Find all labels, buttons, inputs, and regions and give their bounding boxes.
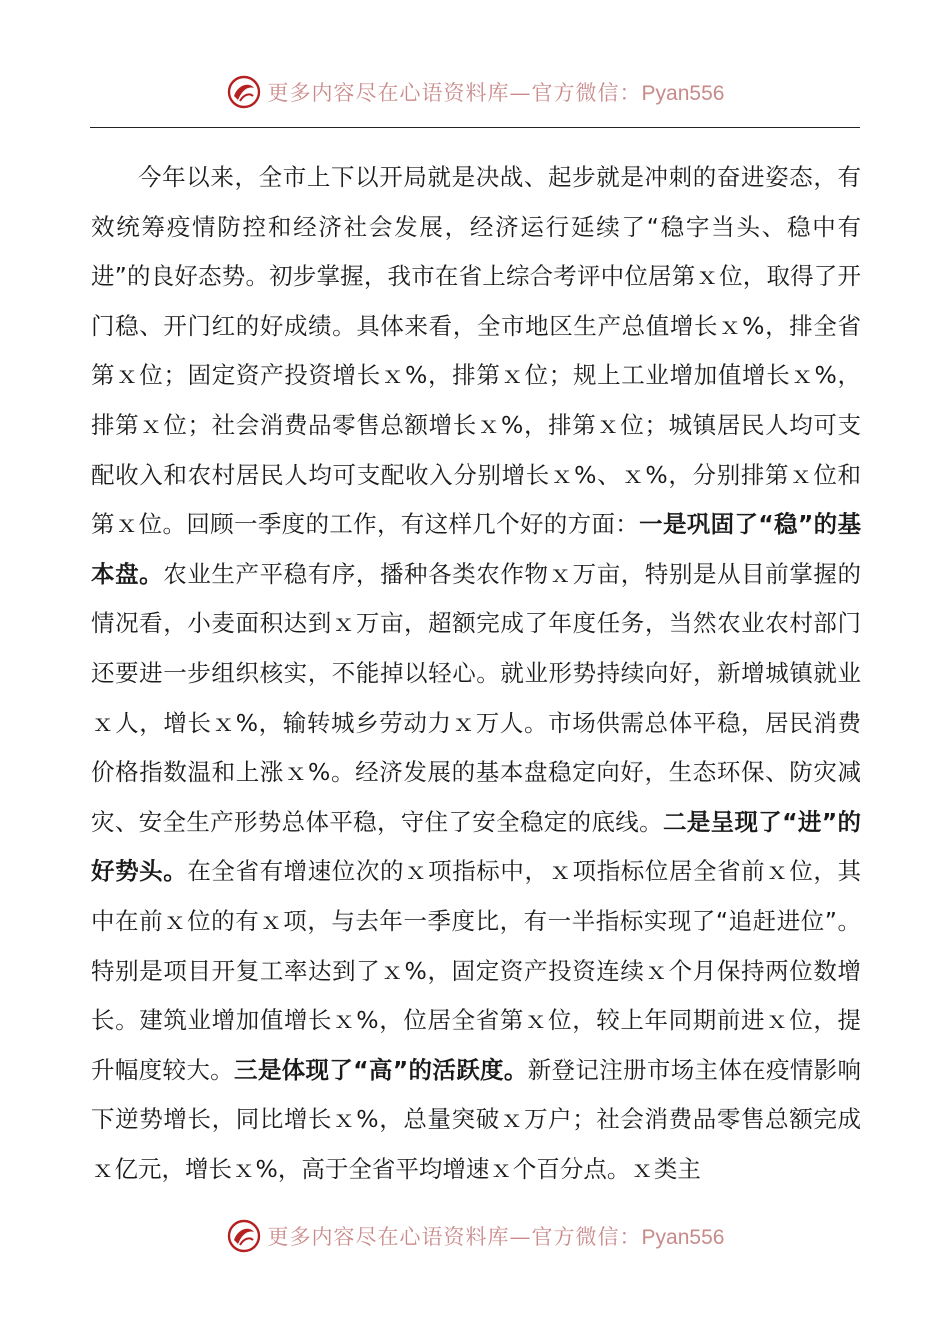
xinyu-logo-icon [226,1218,262,1254]
footer-banner-text: 更多内容尽在心语资料库—官方微信：Pyan556 [267,1225,725,1249]
bold-heading-2: 二是呈现了“进”的好势头。 [91,807,862,886]
xinyu-logo-icon [226,74,262,110]
bold-heading-1: 一是巩固了“稳”的基本盘。 [91,510,861,588]
paragraph-text: 农业生产平稳有序，播种各类农作物ｘ万亩，特别是从目前掌握的情况看，小麦面积达到ｘ万亩，超额完成了年度任务，当然农业农村部门还要进一步组织核实，不能掉以轻心。就业形势持续向好，新增城镇就业ｘ人，增长ｘ%，输转城乡劳动力ｘ万人。市场供需总体平稳，居民消费价格指数温和上涨ｘ%。经济发展的基本盘稳定向好，生态环保、防灾减灾、安全生产形势总体平稳，守住了安全稳定的底线。 [91,559,862,836]
paragraph-text: 新登记注册市场主体在疫情影响下逆势增长，同比增长ｘ%，总量突破ｘ万户；社会消费品零售总额完成ｘ亿元，增长ｘ%，高于全省平均增速ｘ个百分点。ｘ类主 [91,1055,862,1183]
wechat-id: Pyan556 [641,82,725,105]
footer-banner [0,1216,950,1256]
paragraph-text: 在全省有增速位次的ｘ项指标中，ｘ项指标位居全省前ｘ位，其中在前ｘ位的有ｘ项，与去年一季度比，有一半指标实现了“追赶进位”。特别是项目开复工率达到了ｘ%，固定资产投资连续ｘ个月保持两位数增长。建筑业增加值增长ｘ%，位居全省第ｘ位，较上年同期前进ｘ位，提升幅度较大。 [91,857,862,1084]
bold-heading-3: 三是体现了“高”的活跃度。 [234,1055,528,1084]
header-divider [90,127,860,128]
body-paragraph [91,153,861,1194]
header-banner [0,72,950,112]
wechat-id: Pyan556 [641,1226,725,1249]
header-banner-text: 更多内容尽在心语资料库—官方微信：Pyan556 [267,81,725,105]
paragraph-text: 今年以来，全市上下以开局就是决战、起步就是冲刺的奋进姿态，有效统筹疫情防控和经济社会发展，经济运行延续了“稳字当头、稳中有进”的良好态势。初步掌握，我市在省上综合考评中位居第ｘ位，取得了开门稳、开门红的好成绩。具体来看，全市地区生产总值增长ｘ%，排全省第ｘ位；固定资产投资增长ｘ%，排第ｘ位；规上工业增加值增长ｘ%，排第ｘ位；社会消费品零售总额增长ｘ%，排第ｘ位；城镇居民人均可支配收入和农村居民人均可支配收入分别增长ｘ%、ｘ%，分别排第ｘ位和第ｘ位。回顾一季度的工作，有这样几个好的方面： [91,163,861,539]
